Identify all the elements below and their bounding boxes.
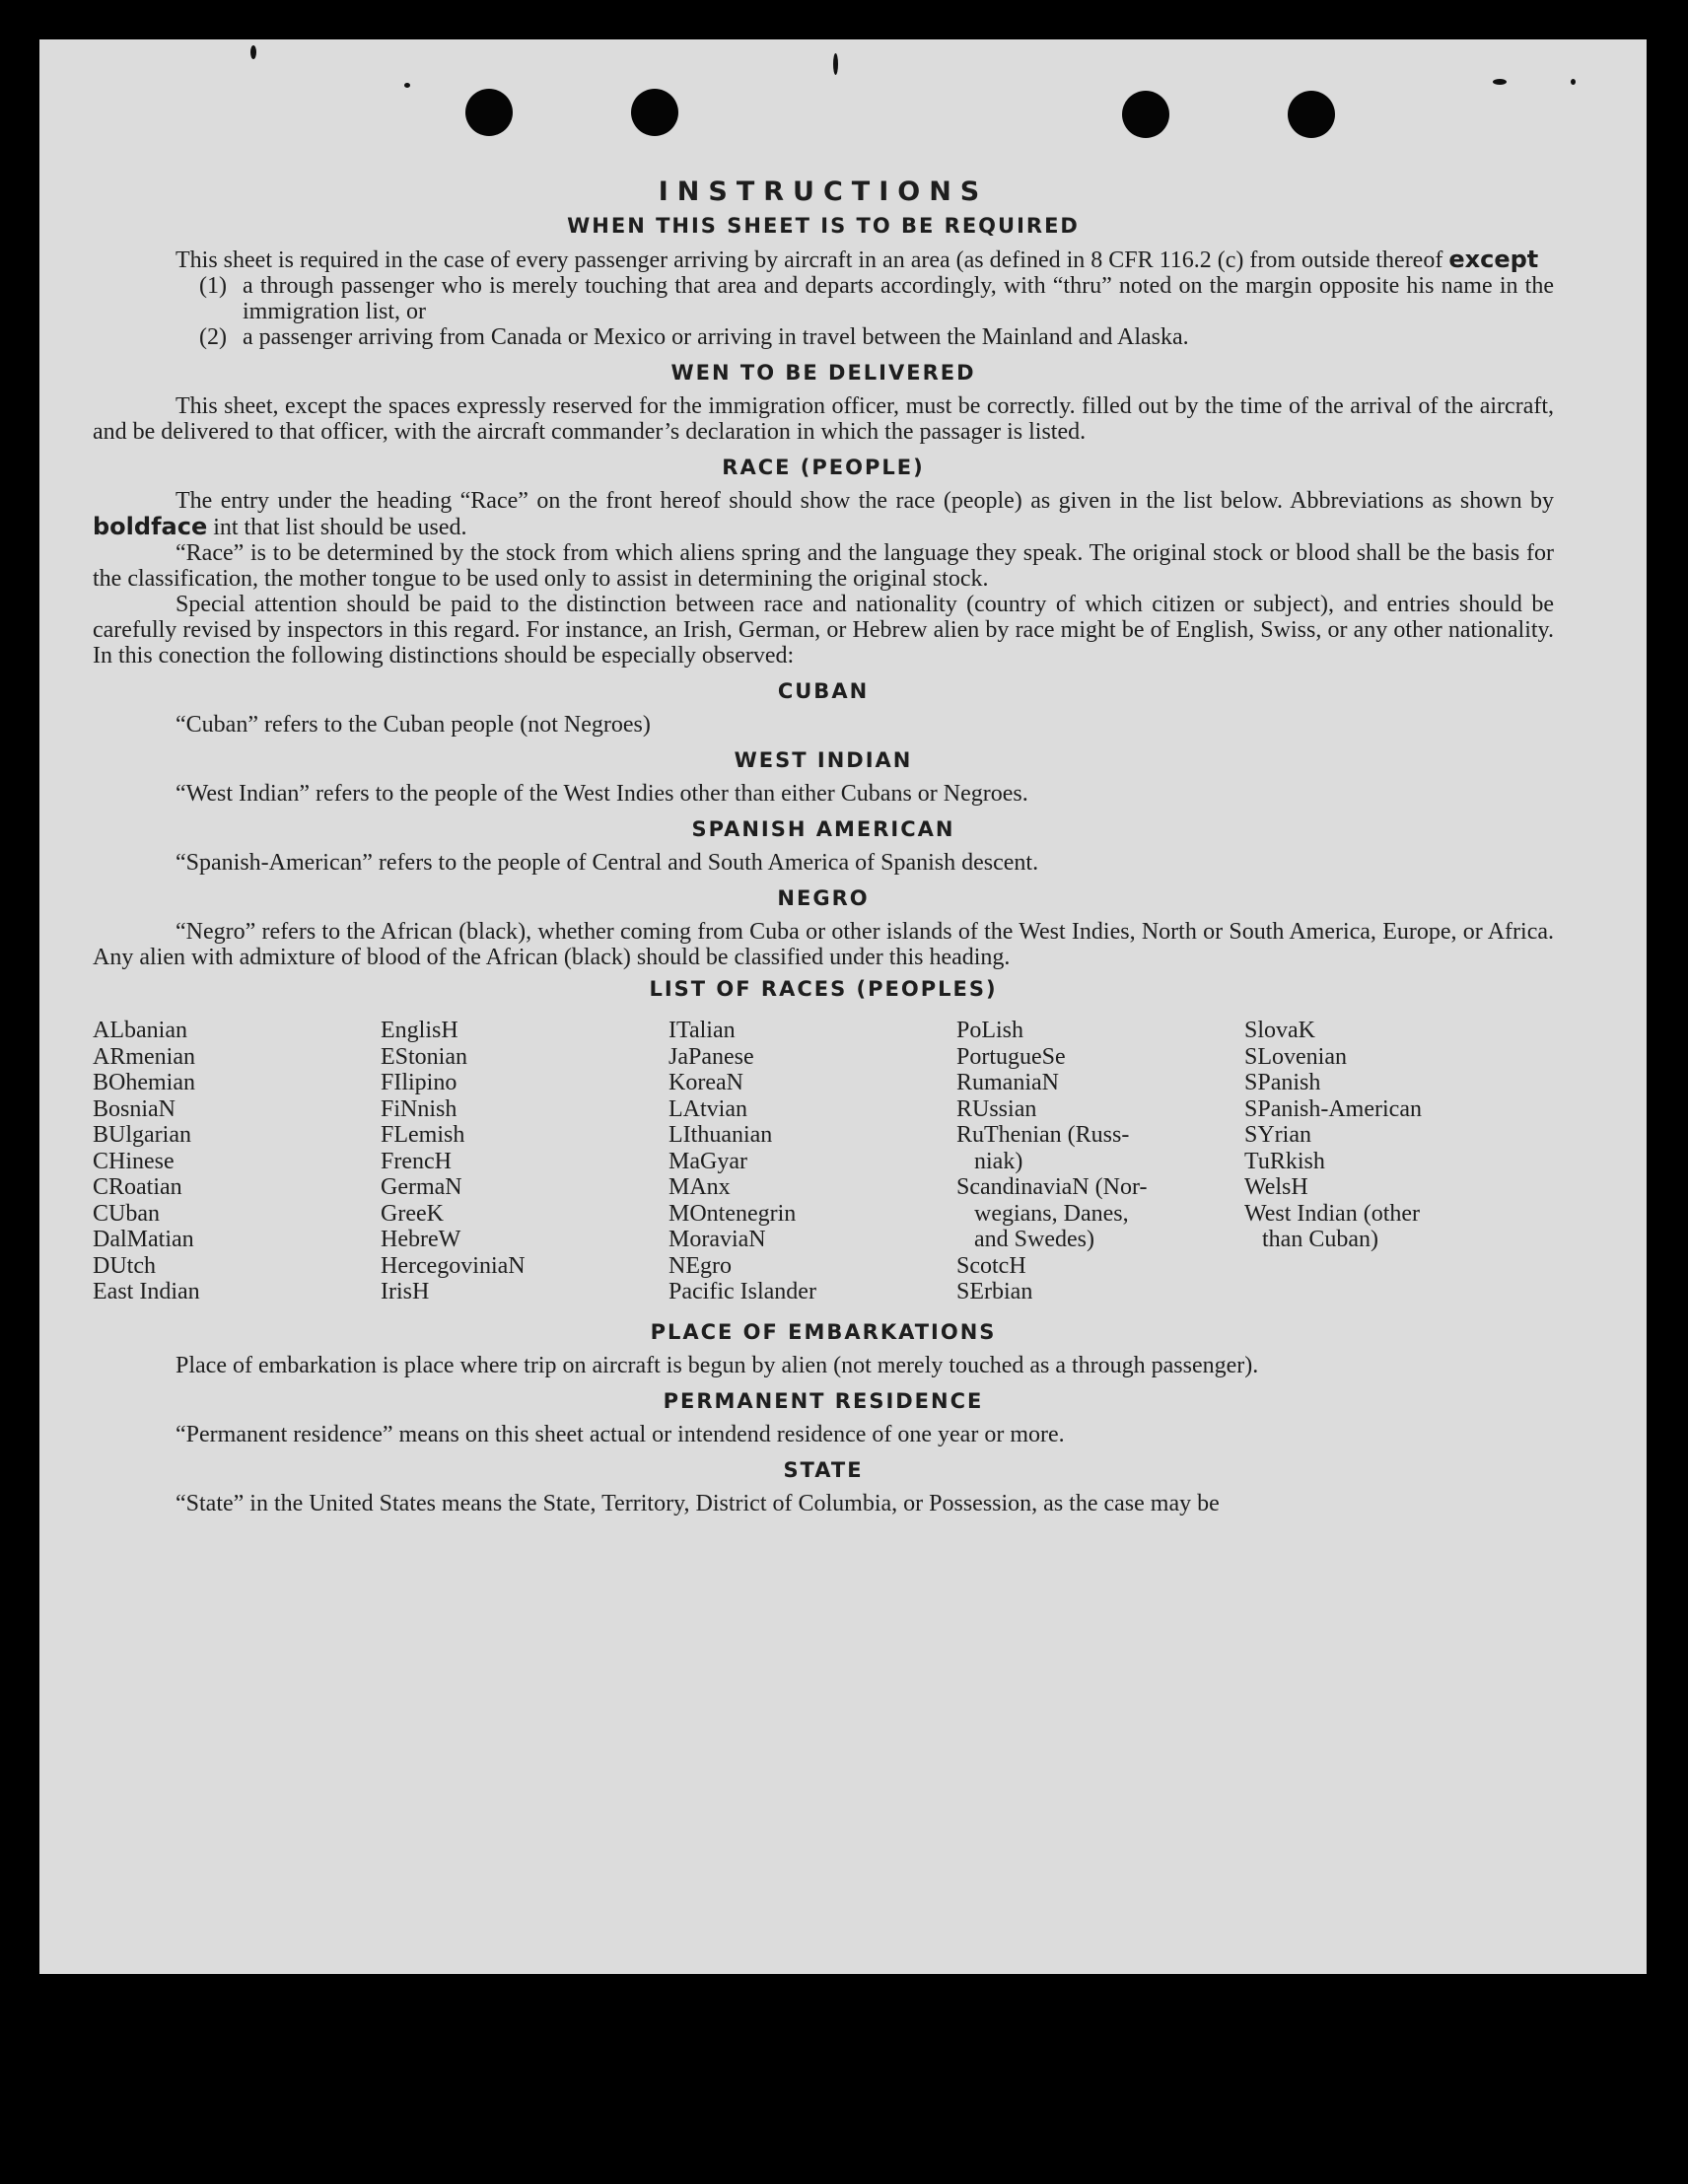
when-required-text: This sheet is required in the case of every passenger arriving by aircraft in an area (as defined in 8 CFR 116.2 (c) from outside thereof xyxy=(176,247,1443,273)
race-entry: WelsH xyxy=(1244,1174,1308,1200)
race-entry: HebreW xyxy=(381,1227,461,1252)
permanent-residence-paragraph: “Permanent residence” means on this sheet actual or intendend residence of one year or more. xyxy=(176,1421,1065,1447)
race-entry: JaPanese xyxy=(668,1043,754,1070)
race-entry: CRoatian xyxy=(93,1174,182,1200)
punch-hole xyxy=(1122,91,1169,138)
section-heading-permanent-residence: PERMANENT RESIDENCE xyxy=(663,1388,984,1413)
exception-number: (2) xyxy=(199,324,227,350)
race-entry: EnglisH xyxy=(381,1018,458,1043)
race-paragraph-1 xyxy=(93,488,1554,540)
races-column xyxy=(668,1018,956,1305)
section-heading-when-required: WHEN THIS SHEET IS TO BE REQUIRED xyxy=(567,214,1080,238)
punch-hole xyxy=(465,89,513,136)
race-entry: BosniaN xyxy=(93,1095,176,1122)
race-entry: TuRkish xyxy=(1244,1148,1325,1174)
race-entry: PortugueSe xyxy=(956,1043,1066,1070)
race-entry: wegians, Danes, xyxy=(956,1200,1129,1227)
race-entry: CHinese xyxy=(93,1148,175,1174)
section-heading-embarkation: PLACE OF EMBARKATIONS xyxy=(650,1319,997,1344)
race-paragraph-3: Special attention should be paid to the distinction between race and nationality (country of which citizen or subject), and entries should be carefully revised by inspectors in this regard. For instance, an Irish, German, or Hebrew alien by race might be of English, Swiss, or any other nationality. In this conection the following distinctions should be especially observed: xyxy=(93,592,1554,669)
race-entry: MOntenegrin xyxy=(668,1200,797,1227)
race-entry: DalMatian xyxy=(93,1227,194,1252)
race-entry: EStonian xyxy=(381,1043,467,1070)
page-title: INSTRUCTIONS xyxy=(658,176,989,207)
races-column xyxy=(93,1018,381,1305)
race-entry: SlovaK xyxy=(1244,1018,1315,1043)
section-heading-cuban: CUBAN xyxy=(777,679,870,703)
race-entry: LAtvian xyxy=(668,1095,747,1122)
section-heading-negro: NEGRO xyxy=(777,886,870,910)
spanish-american-paragraph: “Spanish-American” refers to the people of Central and South America of Spanish descent. xyxy=(176,850,1039,876)
race-entry: NEgro xyxy=(668,1252,732,1279)
race-entry: RUssian xyxy=(956,1095,1037,1122)
exception-number: (1) xyxy=(199,273,227,299)
race-entry: GermaN xyxy=(381,1174,462,1200)
dust-speck xyxy=(404,83,410,88)
when-required-paragraph xyxy=(93,247,1554,273)
race-entry: SPanish xyxy=(1244,1070,1321,1095)
race-entry: FrencH xyxy=(381,1148,452,1174)
dust-speck xyxy=(250,45,256,59)
negro-paragraph: “Negro” refers to the African (black), whether coming from Cuba or other islands of the West Indies, North or South America, Europe, or Africa. Any alien with admixture of blood of the African (black) should be classified under this heading. xyxy=(93,919,1554,970)
cuban-paragraph: “Cuban” refers to the Cuban people (not Negroes) xyxy=(176,712,651,738)
punch-hole xyxy=(1288,91,1335,138)
race-entry: KoreaN xyxy=(668,1070,743,1095)
punch-hole xyxy=(631,89,678,136)
instructions-body xyxy=(93,176,1554,1516)
section-heading-race: RACE (PEOPLE) xyxy=(722,456,925,479)
race-entry: FLemish xyxy=(381,1122,465,1148)
races-list xyxy=(93,1018,1554,1305)
race-entry: DUtch xyxy=(93,1252,156,1279)
section-heading-west-indian: WEST INDIAN xyxy=(734,748,913,772)
race-entry: IrisH xyxy=(381,1279,430,1304)
race-entry: ARmenian xyxy=(93,1043,195,1070)
race-entry: niak) xyxy=(956,1148,1023,1174)
race-entry: than Cuban) xyxy=(1244,1227,1378,1252)
dust-speck xyxy=(833,53,838,75)
race-entry: SPanish-American xyxy=(1244,1095,1422,1122)
state-paragraph: “State” in the United States means the State, Territory, District of Columbia, or Possession, as the case may be xyxy=(176,1490,1220,1516)
section-heading-spanish-american: SPANISH AMERICAN xyxy=(691,817,955,841)
race-entry: RumaniaN xyxy=(956,1070,1059,1095)
exception-text: a through passenger who is merely touching that area and departs accordingly, with “thru” noted on the margin opposite his name in the immigration list, or xyxy=(243,273,1554,324)
race-entry: SYrian xyxy=(1244,1122,1311,1148)
races-column xyxy=(956,1018,1244,1305)
dust-speck xyxy=(1493,79,1507,85)
exception-item xyxy=(199,273,1554,324)
section-heading-state: STATE xyxy=(783,1457,864,1482)
when-delivered-paragraph: This sheet, except the spaces expressly reserved for the immigration officer, must be correctly. filled out by the time of the arrival of the aircraft, and be delivered to that officer, with the aircraft commander’s declaration in which the passager is listed. xyxy=(93,393,1554,445)
race-entry: GreeK xyxy=(381,1200,444,1227)
races-column xyxy=(1244,1018,1532,1305)
race-p1-text: The entry under the heading “Race” on the front hereof should show the race (people) as given in the list below. Abbreviations as shown by xyxy=(176,488,1554,514)
race-entry: East Indian xyxy=(93,1279,200,1304)
race-entry: MaGyar xyxy=(668,1148,747,1174)
document-page xyxy=(39,39,1647,1974)
race-entry: ITalian xyxy=(668,1018,736,1043)
embarkation-paragraph: Place of embarkation is place where trip on aircraft is begun by alien (not merely touched as a through passenger). xyxy=(176,1352,1259,1378)
west-indian-paragraph: “West Indian” refers to the people of the West Indies other than either Cubans or Negroes. xyxy=(176,781,1028,807)
race-entry: CUban xyxy=(93,1200,160,1227)
race-entry: ScandinaviaN (Nor- xyxy=(956,1174,1148,1200)
race-entry: and Swedes) xyxy=(956,1227,1094,1252)
race-entry: HercegoviniaN xyxy=(381,1252,526,1279)
race-entry: MAnx xyxy=(668,1174,731,1200)
race-entry: Pacific Islander xyxy=(668,1279,816,1304)
race-entry: RuThenian (Russ- xyxy=(956,1122,1130,1148)
race-entry: West Indian (other xyxy=(1244,1200,1421,1227)
race-entry: FiNnish xyxy=(381,1095,457,1122)
race-entry: ALbanian xyxy=(93,1018,187,1043)
race-entry: BUlgarian xyxy=(93,1122,191,1148)
race-entry: BOhemian xyxy=(93,1070,195,1095)
exception-text: a passenger arriving from Canada or Mexico or arriving in travel between the Mainland and Alaska. xyxy=(243,324,1189,350)
race-entry: PoLish xyxy=(956,1018,1024,1043)
section-heading-list-of-races: LIST OF RACES (PEOPLES) xyxy=(649,977,998,1001)
race-entry: SLovenian xyxy=(1244,1043,1347,1070)
race-paragraph-2: “Race” is to be determined by the stock from which aliens spring and the language they speak. The original stock or blood shall be the basis for the classification, the mother tongue to be used only to assist in determining the original stock. xyxy=(93,540,1554,592)
races-column xyxy=(381,1018,668,1305)
race-entry: FIlipino xyxy=(381,1070,457,1095)
exception-item xyxy=(199,324,1554,350)
boldface-word: boldface xyxy=(93,513,208,540)
dust-speck xyxy=(1571,79,1576,85)
race-p1-text-end: int that list should be used. xyxy=(213,515,467,540)
race-entry: ScotcH xyxy=(956,1252,1026,1279)
race-entry: SErbian xyxy=(956,1279,1033,1304)
race-entry: MoraviaN xyxy=(668,1227,766,1252)
except-bold-word: except xyxy=(1448,246,1539,273)
section-heading-when-delivered: WEN TO BE DELIVERED xyxy=(670,361,976,385)
race-entry: LIthuanian xyxy=(668,1122,773,1148)
